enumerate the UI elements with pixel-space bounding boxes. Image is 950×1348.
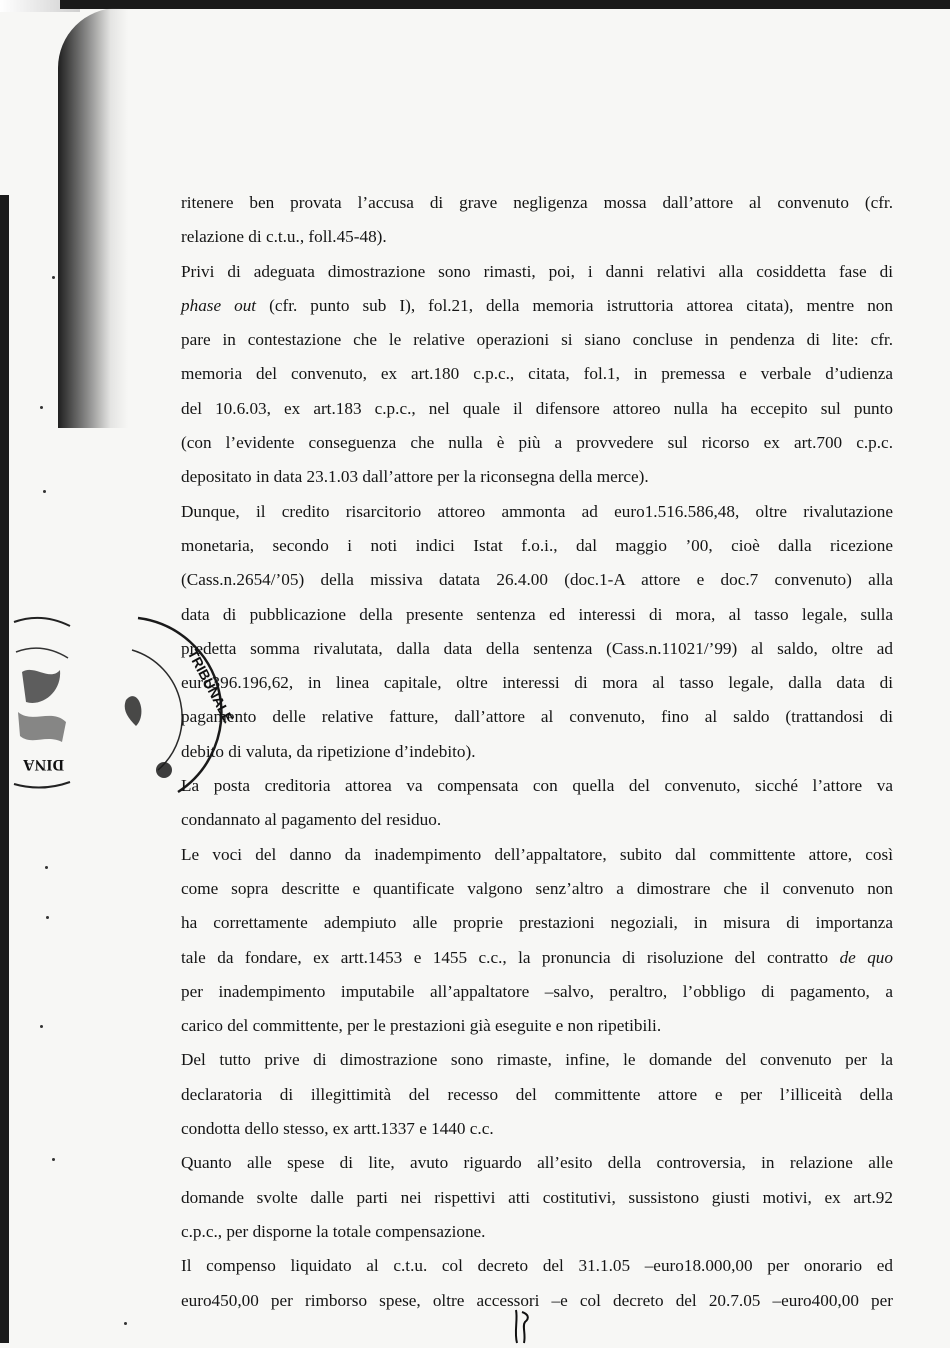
text-line: pagamento delle relative fatture, dall’attore al convenuto, fino al saldo (trattandosi di xyxy=(181,707,893,727)
text-line: condannato al pagamento del residuo. xyxy=(181,810,442,830)
text-line: depositato in data 23.1.03 dall’attore per la riconsegna della merce). xyxy=(181,467,649,487)
left-stamp-text: DINA xyxy=(23,756,64,773)
text-line: ritenere ben provata l’accusa di grave negligenza mossa dall’attore al convenuto (cfr. xyxy=(181,193,893,212)
text-line: ha correttamente adempiuto alle proprie prestazioni negoziali, in misura di importanza xyxy=(181,913,893,933)
text-line: euro396.196,62, in linea capitale, oltre interessi di mora al tasso legale, dalla data di xyxy=(181,673,893,693)
text-line: monetaria, secondo i noti indici Istat f.o.i., dal maggio ’00, cioè dalla ricezione xyxy=(181,535,893,555)
text-line: come sopra descritte e quantificate valgono senz’altro a dimostrare che il convenuto non xyxy=(181,878,893,898)
text-line: Quanto alle spese di lite, avuto riguardo all’esito della controversia, in relazione alle xyxy=(181,1153,893,1173)
margin-mark xyxy=(40,1025,43,1028)
italic-term: de quo xyxy=(839,947,893,967)
text-line: Le voci del danno da inadempimento dell’appaltatore, subito dal committente attore, così xyxy=(181,844,893,864)
seal-text: TRIBUNALE xyxy=(184,646,237,726)
text-line: per inadempimento imputabile all’appaltatore –salvo, peraltro, l’obbligo di pagamento, a xyxy=(181,981,893,1001)
text-line: predetta somma rivalutata, dalla data della sentenza (Cass.n.11021/’99) al saldo, oltre ad xyxy=(181,638,893,658)
italic-term: phase out xyxy=(181,295,257,315)
text-line: Dunque, il credito risarcitorio attoreo ammonta ad euro1.516.586,48, oltre rivalutazione xyxy=(181,501,893,521)
margin-mark xyxy=(52,1158,55,1161)
text-line: (con l’evidente conseguenza che nulla è più a provvedere sul ricorso ex art.700 c.p.c. xyxy=(181,433,893,453)
margin-mark xyxy=(46,916,49,919)
text-line: condotta dello stesso, ex artt.1337 e 1440 c.c. xyxy=(181,1119,494,1139)
text-line: debito di valuta, da ripetizione d’indebito). xyxy=(181,741,476,761)
text-line: pare in contestazione che le relative operazioni si siano concluse in pendenza di lite: cfr. xyxy=(181,330,893,350)
text-line-de-quo: tale da fondare, ex artt.1453 e 1455 c.c., la pronuncia di risoluzione del contratto de quo xyxy=(181,947,893,967)
text-line: domande svolte dalle parti nei rispettivi atti costitutivi, sussistono giusti motivi, ex art.92 xyxy=(181,1187,893,1207)
text-line: del 10.6.03, ex art.183 c.p.c., nel quale il difensore attoreo nulla ha eccepito sul punto xyxy=(181,398,893,418)
text-line: (Cass.n.2654/’05) della missiva datata 26.4.00 (doc.1-A attore e doc.7 convenuto) alla xyxy=(181,570,893,590)
margin-mark xyxy=(40,406,43,409)
text-line: declaratoria di illegittimità del recesso del committente attore e per l’illiceità della xyxy=(181,1084,893,1104)
text-line-phase-out: phase out (cfr. punto sub I), fol.21, della memoria istruttoria attorea citata), mentre non xyxy=(181,295,893,315)
text-line: Il compenso liquidato al c.t.u. col decreto del 31.1.05 –euro18.000,00 per onorario ed xyxy=(181,1256,893,1276)
text-line: relazione di c.t.u., foll.45-48). xyxy=(181,227,387,247)
text-line: data di pubblicazione della presente sentenza ed interessi di mora, al tasso legale, sulla xyxy=(181,604,893,624)
text-line: La posta creditoria attorea va compensata con quella del convenuto, sicché l’attore va xyxy=(181,776,893,796)
margin-mark xyxy=(52,276,55,279)
text-line: carico del committente, per le prestazioni già eseguite e non ripetibili. xyxy=(181,1016,662,1036)
text-line: euro450,00 per rimborso spese, oltre accessori –e col decreto del 20.7.05 –euro400,00 per xyxy=(181,1290,893,1310)
text-line: c.p.c., per disporne la totale compensazione. xyxy=(181,1221,486,1241)
text-line: Del tutto prive di dimostrazione sono rimaste, infine, le domande del convenuto per la xyxy=(181,1050,893,1070)
scan-top-edge xyxy=(60,0,950,9)
left-margin-stamp xyxy=(12,612,72,792)
scan-corner-shadow xyxy=(58,8,128,428)
scan-left-edge xyxy=(0,195,9,1343)
document-body xyxy=(181,186,893,1318)
margin-mark xyxy=(124,1322,127,1325)
margin-mark xyxy=(43,490,46,493)
text-line: Privi di adeguata dimostrazione sono rimasti, poi, i danni relativi alla cosiddetta fase di xyxy=(181,261,893,281)
handwritten-page-number xyxy=(508,1308,538,1343)
text-line: memoria del convenuto, ex art.180 c.p.c., citata, fol.1, in premessa e verbale d’udienza xyxy=(181,364,893,384)
margin-mark xyxy=(45,866,48,869)
